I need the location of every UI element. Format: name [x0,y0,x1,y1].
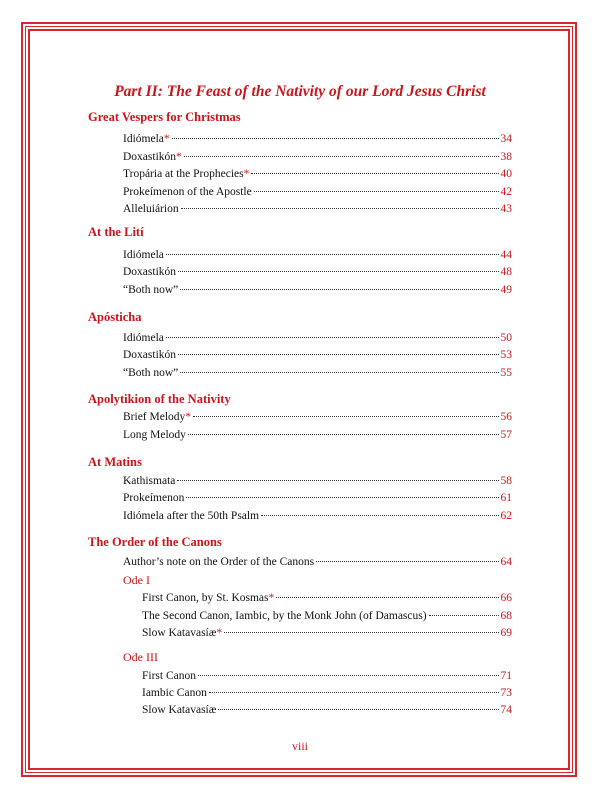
toc-entry[interactable] [123,284,512,296]
entry-label: Doxastikón [123,151,177,163]
dot-leader [316,561,498,562]
entry-label: The Second Canon, Iambic, by the Monk John (of Damascus) [142,610,427,622]
toc-entry[interactable] [123,249,512,261]
toc-entry[interactable] [142,627,512,639]
dot-leader [276,597,498,598]
entry-label: Idiómela [123,133,164,145]
section-heading-apolytikion: Apolytikion of the Nativity [88,392,231,406]
dot-leader [166,254,499,255]
dot-leader [198,675,499,676]
entry-page-number: 74 [500,704,512,716]
toc-entry[interactable] [142,592,512,604]
toc-entry[interactable] [142,610,512,622]
toc-entry[interactable] [123,429,512,441]
entry-page-number: 68 [500,610,512,622]
dot-leader [180,289,498,290]
entry-page-number: 53 [500,349,512,361]
section-heading-at-matins: At Matins [88,455,142,469]
entry-label: Idiómela [123,332,164,344]
entry-label: “Both now” [123,284,179,296]
dot-leader [178,354,498,355]
entry-page-number: 42 [500,186,512,198]
entry-label: Idiómela after the 50th Psalm [123,510,260,522]
toc-entry[interactable] [123,475,512,487]
entry-page-number: 64 [500,556,512,568]
dot-leader [186,497,498,498]
entry-label: “Both now” [123,367,179,379]
toc-entry[interactable] [123,186,512,198]
entry-page-number: 56 [500,411,512,423]
toc-entry[interactable] [123,133,512,145]
entry-page-number: 73 [500,687,512,699]
entry-label: Doxastikón [123,349,177,361]
dot-leader [218,709,498,710]
section-heading-at-the-liti: At the Lití [88,225,144,239]
toc-entry[interactable] [123,510,512,522]
entry-label: Slow Katavasíæ [142,704,217,716]
entry-page-number: 38 [500,151,512,163]
toc-entry[interactable] [123,168,512,180]
toc-entry[interactable] [123,203,512,215]
dot-leader [177,480,498,481]
entry-label: First Canon [142,670,196,682]
dot-leader [193,416,498,417]
entry-page-number: 49 [500,284,512,296]
entry-page-number: 61 [500,492,512,504]
toc-entry[interactable] [142,704,512,716]
dot-leader [181,208,499,209]
toc-entry[interactable] [123,349,512,361]
asterisk-mark: * [243,168,250,180]
entry-label: Author’s note on the Order of the Canons [123,556,315,568]
section-heading-great-vespers: Great Vespers for Christmas [88,110,241,124]
entry-page-number: 66 [500,592,512,604]
entry-label: Prokeímenon of the Apostle [123,186,252,198]
ode-heading-ode-3: Ode III [123,650,158,664]
entry-label: Prokeímenon [123,492,185,504]
asterisk-mark: * [163,133,170,145]
asterisk-mark: * [176,151,182,163]
entry-page-number: 34 [500,133,512,145]
entry-page-number: 40 [500,168,512,180]
entry-label: Alleluiárion [123,203,179,215]
dot-leader [251,173,498,174]
dot-leader [184,156,499,157]
ode-heading-ode-1: Ode I [123,573,150,587]
entry-page-number: 57 [500,429,512,441]
part-title: Part II: The Feast of the Nativity of our Lord Jesus Christ [114,83,486,100]
dot-leader [166,337,499,338]
asterisk-mark: * [185,411,192,423]
entry-label: Iambic Canon [142,687,207,699]
dot-leader [209,692,499,693]
entry-page-number: 58 [500,475,512,487]
dot-leader [429,615,499,616]
toc-entry[interactable] [142,687,512,699]
entry-label: Tropária at the Prophecies [123,168,244,180]
toc-entry[interactable] [123,411,512,423]
toc-entry[interactable] [142,670,512,682]
dot-leader [254,191,499,192]
section-heading-aposticha: Apósticha [88,310,142,324]
asterisk-mark: * [268,592,275,604]
entry-page-number: 69 [500,627,512,639]
section-heading-order-of-canons: The Order of the Canons [88,535,222,549]
toc-entry[interactable] [123,266,512,278]
entry-label: Idiómela [123,249,164,261]
entry-label: Kathismata [123,475,176,487]
entry-page-number: 71 [500,670,512,682]
dot-leader [180,372,498,373]
toc-entry[interactable] [123,367,512,379]
dot-leader [224,632,498,633]
entry-page-number: 48 [500,266,512,278]
toc-entry[interactable] [123,151,512,163]
entry-label: Doxastikón [123,266,177,278]
toc-entry[interactable] [123,332,512,344]
entry-page-number: 62 [500,510,512,522]
toc-entry[interactable] [123,556,512,568]
entry-page-number: 55 [500,367,512,379]
dot-leader [172,138,499,139]
entry-label: Slow Katavasíæ [142,627,217,639]
entry-page-number: 44 [500,249,512,261]
dot-leader [261,515,498,516]
entry-page-number: 43 [500,203,512,215]
page-number: viii [291,739,308,753]
dot-leader [178,271,498,272]
entry-label: Long Melody [123,429,186,441]
entry-label: First Canon, by St. Kosmas [142,592,269,604]
entry-label: Brief Melody [123,411,186,423]
entry-page-number: 50 [500,332,512,344]
asterisk-mark: * [216,627,223,639]
dot-leader [188,434,499,435]
toc-entry[interactable] [123,492,512,504]
